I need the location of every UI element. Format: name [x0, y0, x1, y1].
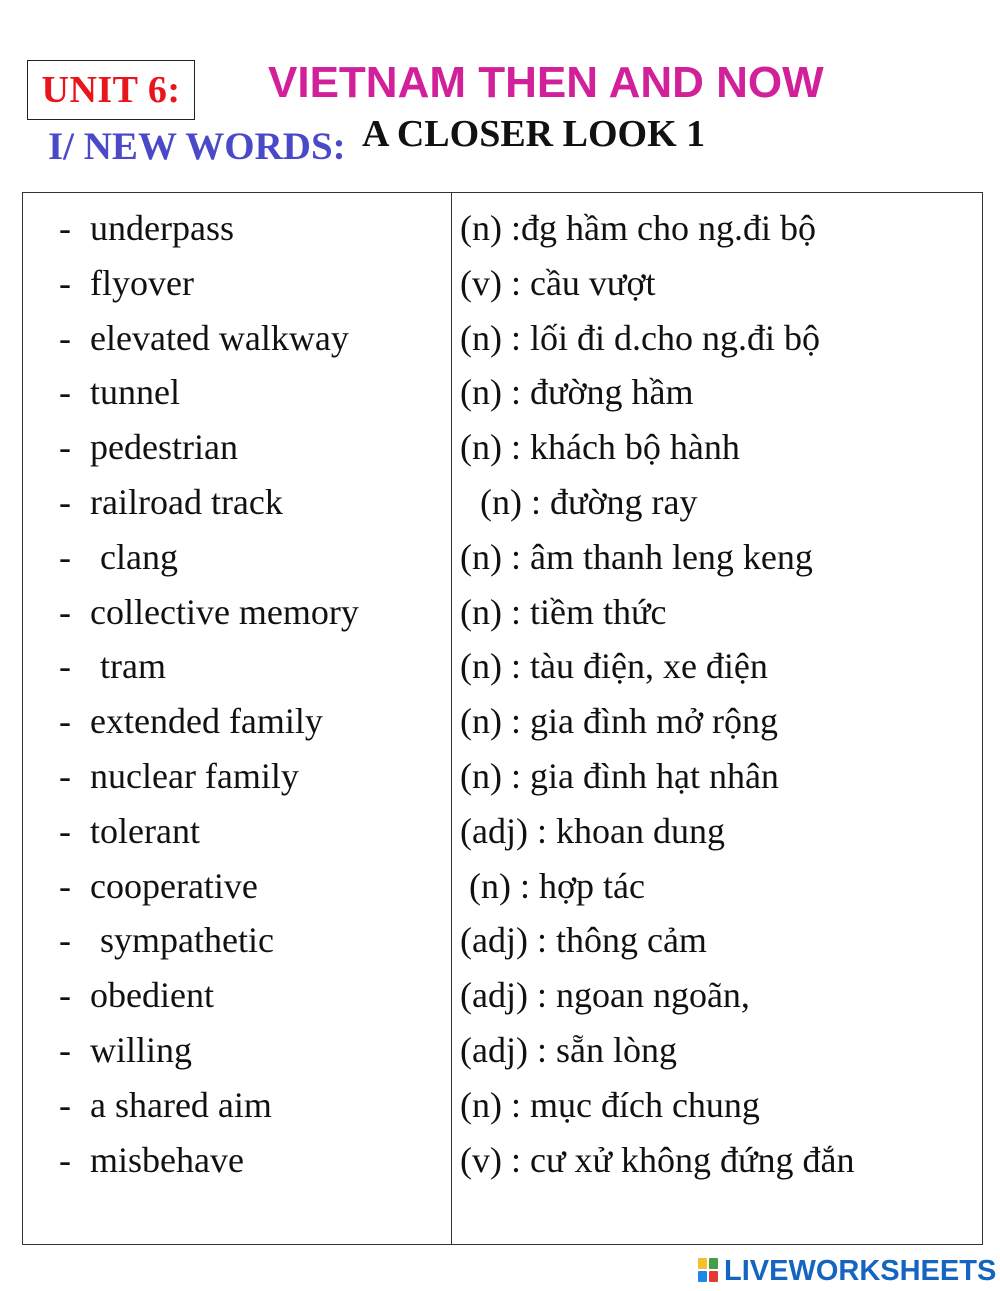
bullet-dash: - [59, 427, 71, 468]
vocab-row [23, 585, 982, 640]
vocab-meaning: (adj) : khoan dung [460, 810, 725, 851]
vocab-meaning: (n) : tàu điện, xe điện [460, 646, 768, 687]
bullet-dash: - [59, 591, 71, 632]
vocab-row [23, 859, 982, 914]
vocab-word: collective memory [90, 591, 359, 632]
vocab-word: flyover [90, 262, 194, 303]
vocab-meaning: (n) : đường hầm [460, 372, 694, 413]
vocab-meaning: (adj) : ngoan ngoãn, [460, 975, 750, 1016]
vocab-meaning: (n) : gia đình mở rộng [460, 701, 778, 742]
bullet-dash: - [59, 920, 71, 961]
unit-label: UNIT 6: [41, 69, 181, 111]
bullet-dash: - [59, 372, 71, 413]
unit-label-box [27, 60, 195, 120]
bullet-dash: - [59, 1084, 71, 1125]
vocab-row [23, 311, 982, 366]
vocab-word: nuclear family [90, 756, 299, 796]
vocab-word: misbehave [90, 1139, 244, 1180]
bullet-dash: - [59, 536, 71, 577]
vocab-row [23, 256, 982, 311]
lesson-subtitle: A CLOSER LOOK 1 [362, 113, 706, 155]
liveworksheets-logo-icon [698, 1258, 720, 1284]
vocab-word: willing [90, 1030, 193, 1070]
vocab-row [23, 639, 982, 694]
bullet-dash: - [59, 865, 71, 906]
bullet-dash: - [59, 975, 71, 1016]
vocab-row [23, 530, 982, 585]
bullet-dash: - [59, 756, 71, 796]
vocab-meaning: (adj) : sẵn lòng [460, 1030, 677, 1070]
vocab-word: obedient [90, 975, 214, 1016]
vocab-word: cooperative [90, 865, 258, 906]
vocab-meaning: (n) : âm thanh leng keng [460, 536, 813, 577]
vocab-row [23, 201, 982, 256]
vocab-meaning: (n) :đg hầm cho ng.đi bộ [460, 208, 816, 248]
vocab-row [23, 1133, 982, 1188]
vocab-row [23, 1023, 982, 1078]
vocab-meaning: (n) : khách bộ hành [460, 427, 740, 468]
vocab-meaning: (n) : tiềm thức [460, 591, 667, 632]
vocab-word: railroad track [90, 482, 283, 522]
liveworksheets-logo[interactable] [698, 1254, 996, 1288]
vocab-row [23, 694, 982, 749]
bullet-dash: - [59, 646, 71, 687]
vocab-row [23, 1078, 982, 1133]
vocab-word: pedestrian [90, 427, 238, 468]
vocab-row [23, 365, 982, 420]
vocab-meaning: (n) : đường ray [480, 482, 698, 522]
bullet-dash: - [59, 810, 71, 851]
vocab-meaning: (v) : cầu vượt [460, 262, 656, 303]
vocab-meaning: (v) : cư xử không đứng đắn [460, 1139, 855, 1180]
vocab-word: tunnel [90, 372, 180, 413]
vocab-word: a shared aim [90, 1084, 272, 1125]
bullet-dash: - [59, 701, 71, 742]
vocab-row [23, 968, 982, 1023]
vocab-row [23, 913, 982, 968]
page-title: VIETNAM THEN AND NOW [268, 58, 824, 107]
vocab-word: tram [100, 646, 166, 687]
vocab-word: extended family [90, 701, 323, 742]
vocab-meaning: (n) : lối đi d.cho ng.đi bộ [460, 317, 820, 358]
vocab-meaning: (n) : mục đích chung [460, 1084, 760, 1125]
vocab-word: tolerant [90, 810, 200, 851]
vocabulary-table [22, 192, 983, 1245]
vocab-word: clang [100, 536, 178, 577]
vocab-row [23, 749, 982, 804]
bullet-dash: - [59, 317, 71, 358]
bullet-dash: - [59, 482, 71, 522]
vocab-meaning: (adj) : thông cảm [460, 920, 707, 961]
section-heading: I/ NEW WORDS: [48, 125, 346, 168]
vocab-row [23, 804, 982, 859]
vocab-word: underpass [90, 208, 234, 248]
logo-text: LIVEWORKSHEETS [724, 1254, 997, 1287]
bullet-dash: - [59, 262, 71, 303]
bullet-dash: - [59, 208, 71, 248]
vocab-meaning: (n) : gia đình hạt nhân [460, 756, 779, 796]
vocab-row [23, 475, 982, 530]
vocab-meaning: (n) : hợp tác [469, 865, 645, 906]
vocab-word: sympathetic [100, 920, 274, 961]
vocab-row [23, 420, 982, 475]
bullet-dash: - [59, 1139, 71, 1180]
bullet-dash: - [59, 1030, 71, 1070]
vocab-word: elevated walkway [90, 317, 349, 358]
